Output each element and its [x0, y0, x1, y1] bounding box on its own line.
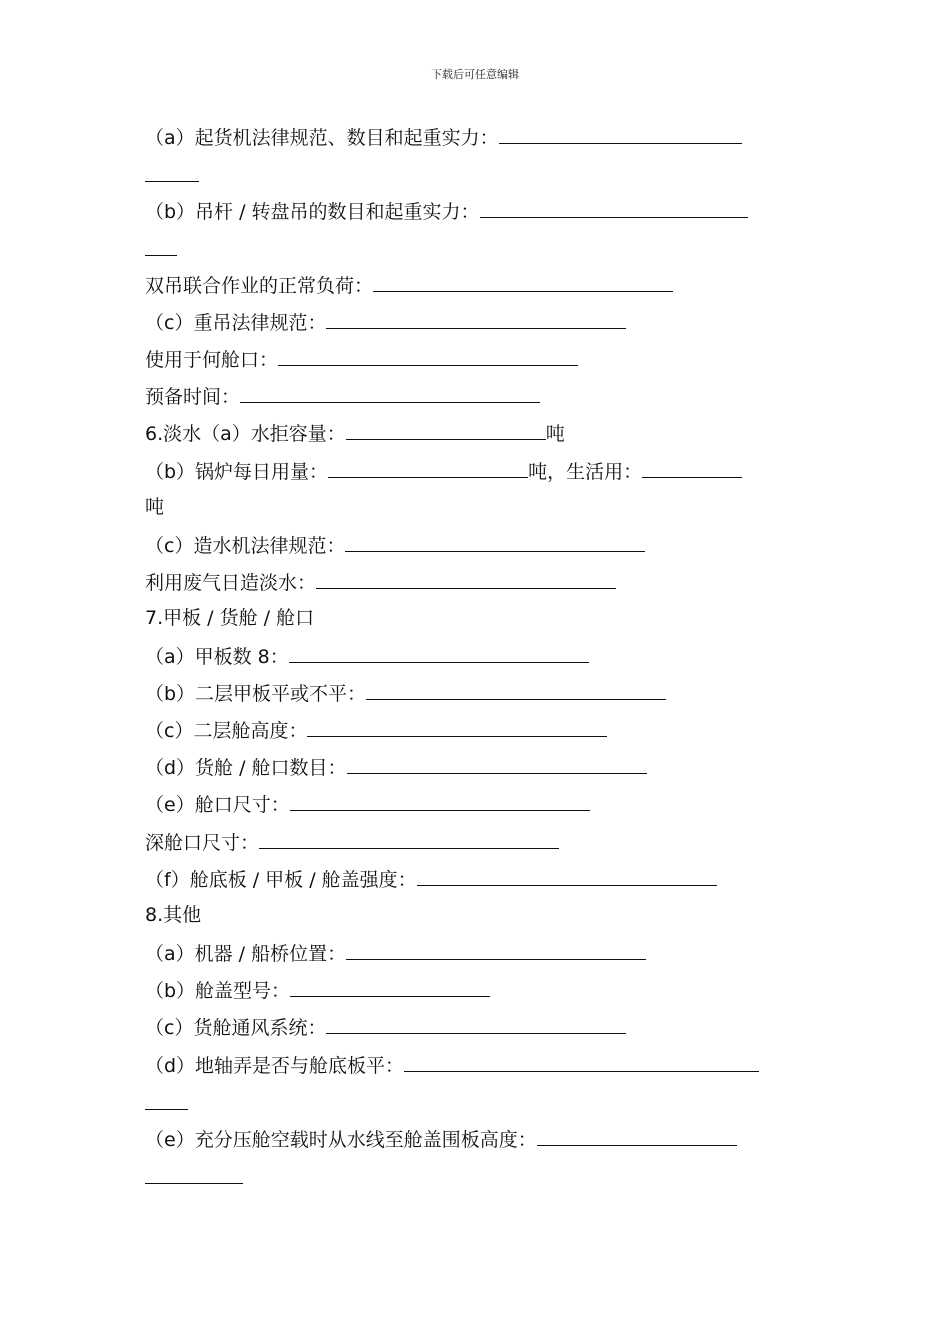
form-line-engine-bridge-position: [145, 940, 646, 966]
fill-blank[interactable]: [240, 383, 540, 403]
section-title: 8.其他: [145, 904, 202, 926]
field-label: （d）货舱 / 舱口数目：: [145, 757, 347, 779]
field-label: （b）锅炉每日用量：: [145, 461, 329, 483]
form-line-tweendeck-flat: [145, 680, 666, 706]
form-line-fresh-water-capacity: [145, 420, 565, 446]
field-label: （a）起货机法律规范、数目和起重实力：: [145, 127, 499, 149]
field-label: （b）二层甲板平或不平：: [145, 683, 367, 705]
form-line-deep-hatch-size: [145, 829, 559, 855]
field-label: 深舱口尺寸：: [145, 832, 260, 854]
section-title: 7.甲板 / 货舱 / 舱口: [145, 607, 315, 629]
field-label: （f）舱底板 / 甲板 / 舱盖强度：: [145, 869, 417, 891]
section-heading-other: [145, 903, 201, 927]
fill-blank[interactable]: [326, 1014, 626, 1034]
field-label: 利用废气日造淡水：: [145, 572, 317, 594]
field-label: 预备时间：: [145, 386, 241, 408]
field-label: （c）二层舱高度：: [145, 720, 308, 742]
form-line-hatch-cover-type: [145, 977, 490, 1003]
field-label: （a）甲板数 8：: [145, 646, 289, 668]
form-line-waste-gas-water: [145, 569, 616, 595]
fill-blank[interactable]: [417, 866, 717, 886]
fill-blank[interactable]: [326, 309, 626, 329]
fill-blank[interactable]: [537, 1126, 737, 1146]
fill-blank[interactable]: [499, 124, 742, 144]
field-label: 6.淡水（a）水拒容量：: [145, 423, 346, 445]
fill-blank[interactable]: [290, 977, 490, 997]
fill-blank[interactable]: [328, 458, 528, 478]
form-line-heavy-lift-spec: [145, 309, 626, 335]
field-label: （c）造水机法律规范：: [145, 535, 346, 557]
field-label: （d）地轴弄是否与舱底板平：: [145, 1055, 405, 1077]
form-line-winch-spec: [145, 124, 742, 150]
form-line-unit-continuation: [145, 495, 164, 519]
fill-blank[interactable]: [278, 346, 578, 366]
fill-blank[interactable]: [346, 420, 546, 440]
unit-label: 吨: [545, 423, 565, 445]
form-line-prep-time: [145, 383, 540, 409]
field-label: 双吊联合作业的正常负荷：: [145, 275, 374, 297]
fill-blank-continuation[interactable]: [145, 1109, 188, 1110]
form-line-boiler-daily-use: [145, 458, 742, 484]
form-line-shaft-tunnel-flat: [145, 1052, 759, 1078]
form-line-applicable-hatch: [145, 346, 578, 372]
form-line-waterline-coaming-height: [145, 1126, 737, 1152]
form-line-derrick-crane: [145, 198, 748, 224]
unit-label: 吨，生活用：: [528, 461, 643, 483]
form-line-hold-ventilation: [145, 1014, 626, 1040]
section-heading-deck-hold-hatch: [145, 606, 314, 630]
field-label: （b）舱盖型号：: [145, 980, 291, 1002]
fill-blank[interactable]: [289, 643, 589, 663]
fill-blank[interactable]: [480, 198, 748, 218]
fill-blank[interactable]: [345, 532, 645, 552]
fill-blank[interactable]: [373, 272, 673, 292]
field-label: （b）吊杆 / 转盘吊的数目和起重实力：: [145, 201, 480, 223]
fill-blank[interactable]: [642, 458, 742, 478]
form-line-tweendeck-height: [145, 717, 607, 743]
fill-blank[interactable]: [290, 791, 590, 811]
field-label: （a）机器 / 船桥位置：: [145, 943, 347, 965]
field-label: 使用于何舱口：: [145, 349, 279, 371]
form-line-hold-hatch-count: [145, 754, 647, 780]
fill-blank[interactable]: [346, 940, 646, 960]
fill-blank[interactable]: [347, 754, 647, 774]
field-label: （e）充分压舱空载时从水线至舱盖围板高度：: [145, 1129, 537, 1151]
field-label: （e）舱口尺寸：: [145, 794, 290, 816]
form-line-twin-hoist-load: [145, 272, 673, 298]
fill-blank[interactable]: [259, 829, 559, 849]
form-line-floor-strength: [145, 866, 717, 892]
fill-blank[interactable]: [307, 717, 607, 737]
fill-blank-continuation[interactable]: [145, 1183, 243, 1184]
form-line-deck-count: [145, 643, 589, 669]
form-line-water-maker-spec: [145, 532, 645, 558]
fill-blank-continuation[interactable]: [145, 255, 177, 256]
field-label: （c）重吊法律规范：: [145, 312, 327, 334]
fill-blank[interactable]: [316, 569, 616, 589]
page-header: 下载后可任意编辑: [431, 68, 519, 81]
fill-blank-continuation[interactable]: [145, 181, 199, 182]
form-line-hatch-size: [145, 791, 590, 817]
fill-blank[interactable]: [366, 680, 666, 700]
fill-blank[interactable]: [404, 1052, 759, 1072]
unit-label: 吨: [145, 496, 165, 518]
field-label: （c）货舱通风系统：: [145, 1017, 327, 1039]
